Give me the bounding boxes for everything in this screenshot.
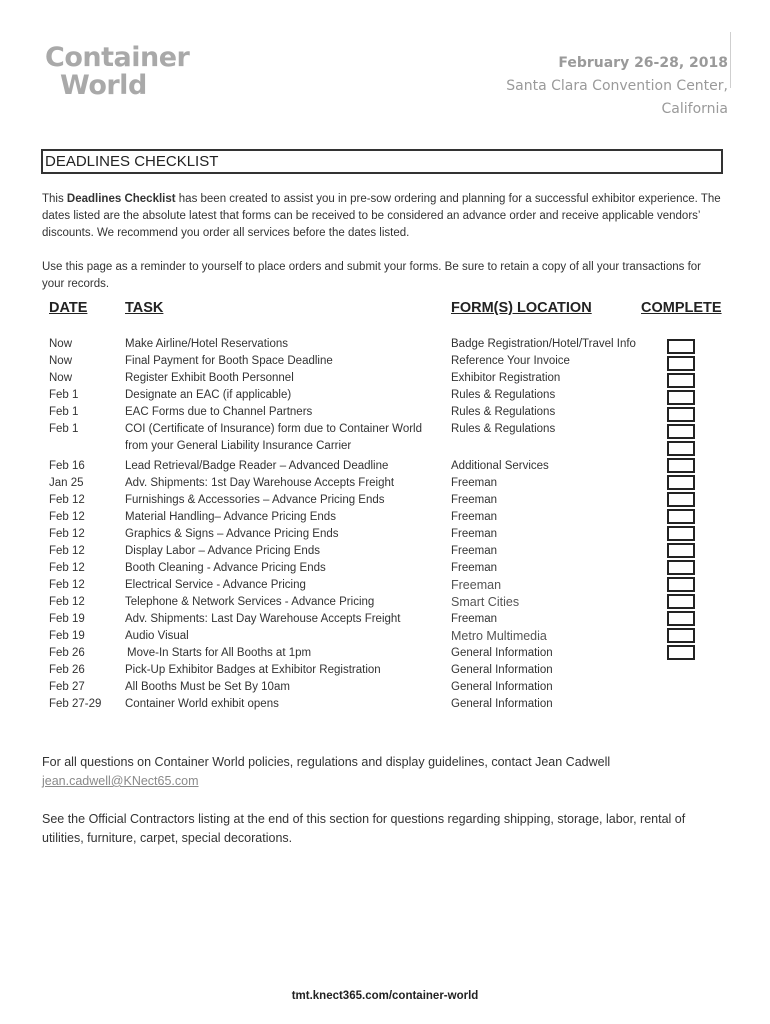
complete-checkbox[interactable] (667, 458, 695, 473)
column-header-date: DATE (49, 300, 88, 316)
event-state: California (661, 101, 728, 117)
contact-line: For all questions on Container World policies, regulations and display guidelines, contact Jean Cadwell (42, 755, 611, 769)
page-title: DEADLINES CHECKLIST (41, 149, 723, 174)
checklist-name: Deadlines Checklist (66, 193, 176, 205)
logo-line-2: World (60, 70, 147, 101)
complete-checkbox[interactable] (667, 407, 695, 422)
complete-checkbox[interactable] (667, 356, 695, 371)
complete-checkbox[interactable] (667, 475, 695, 490)
complete-checkbox[interactable] (667, 390, 695, 405)
complete-checkbox[interactable] (667, 560, 695, 575)
complete-checkbox[interactable] (667, 594, 695, 609)
logo-line-1: Container (45, 42, 190, 73)
complete-checkbox[interactable] (667, 526, 695, 541)
intro-paragraph-2: Use this page as a reminder to yourself to place orders and submit your forms. Be sure to retain a copy of all your transactions for your records. (42, 261, 702, 290)
event-dates: February 26-28, 2018 (558, 55, 728, 71)
column-header-form: FORM(S) LOCATION (451, 300, 592, 316)
event-info (506, 52, 728, 121)
contact-email-link[interactable]: jean.cadwell@KNect65.com (42, 774, 199, 788)
complete-checkbox[interactable] (667, 492, 695, 507)
column-header-complete: COMPLETE (641, 300, 722, 316)
event-venue: Santa Clara Convention Center, (506, 78, 728, 94)
container-world-logo (45, 44, 205, 100)
complete-checkbox[interactable] (667, 628, 695, 643)
complete-checkbox[interactable] (667, 611, 695, 626)
complete-checkbox[interactable] (667, 441, 695, 456)
footer-url[interactable]: tmt.knect365.com/container-world (291, 990, 479, 1002)
complete-checkbox[interactable] (667, 543, 695, 558)
complete-checkbox[interactable] (667, 373, 695, 388)
complete-checkbox[interactable] (667, 577, 695, 592)
column-header-task: TASK (125, 300, 164, 316)
intro-text (42, 191, 722, 310)
complete-checkbox[interactable] (667, 339, 695, 354)
intro-paragraph-1: This Deadlines Checklist has been created to assist you in pre-sow ordering and planning for a successful exhibitor experience. The dates listed are the absolute latest that forms can be received to be considered an advance order and receive applicable vendors’ discounts. We recommend you order all services before the dates listed. (42, 193, 721, 239)
contact-section (42, 753, 722, 848)
header-divider (730, 32, 731, 88)
contractors-note: See the Official Contractors listing at the end of this section for questions regarding shipping, storage, labor, rental of utilities, furniture, carpet, special decorations. (42, 812, 686, 845)
complete-checkbox[interactable] (667, 645, 695, 660)
complete-checkbox[interactable] (667, 424, 695, 439)
complete-checkbox[interactable] (667, 509, 695, 524)
